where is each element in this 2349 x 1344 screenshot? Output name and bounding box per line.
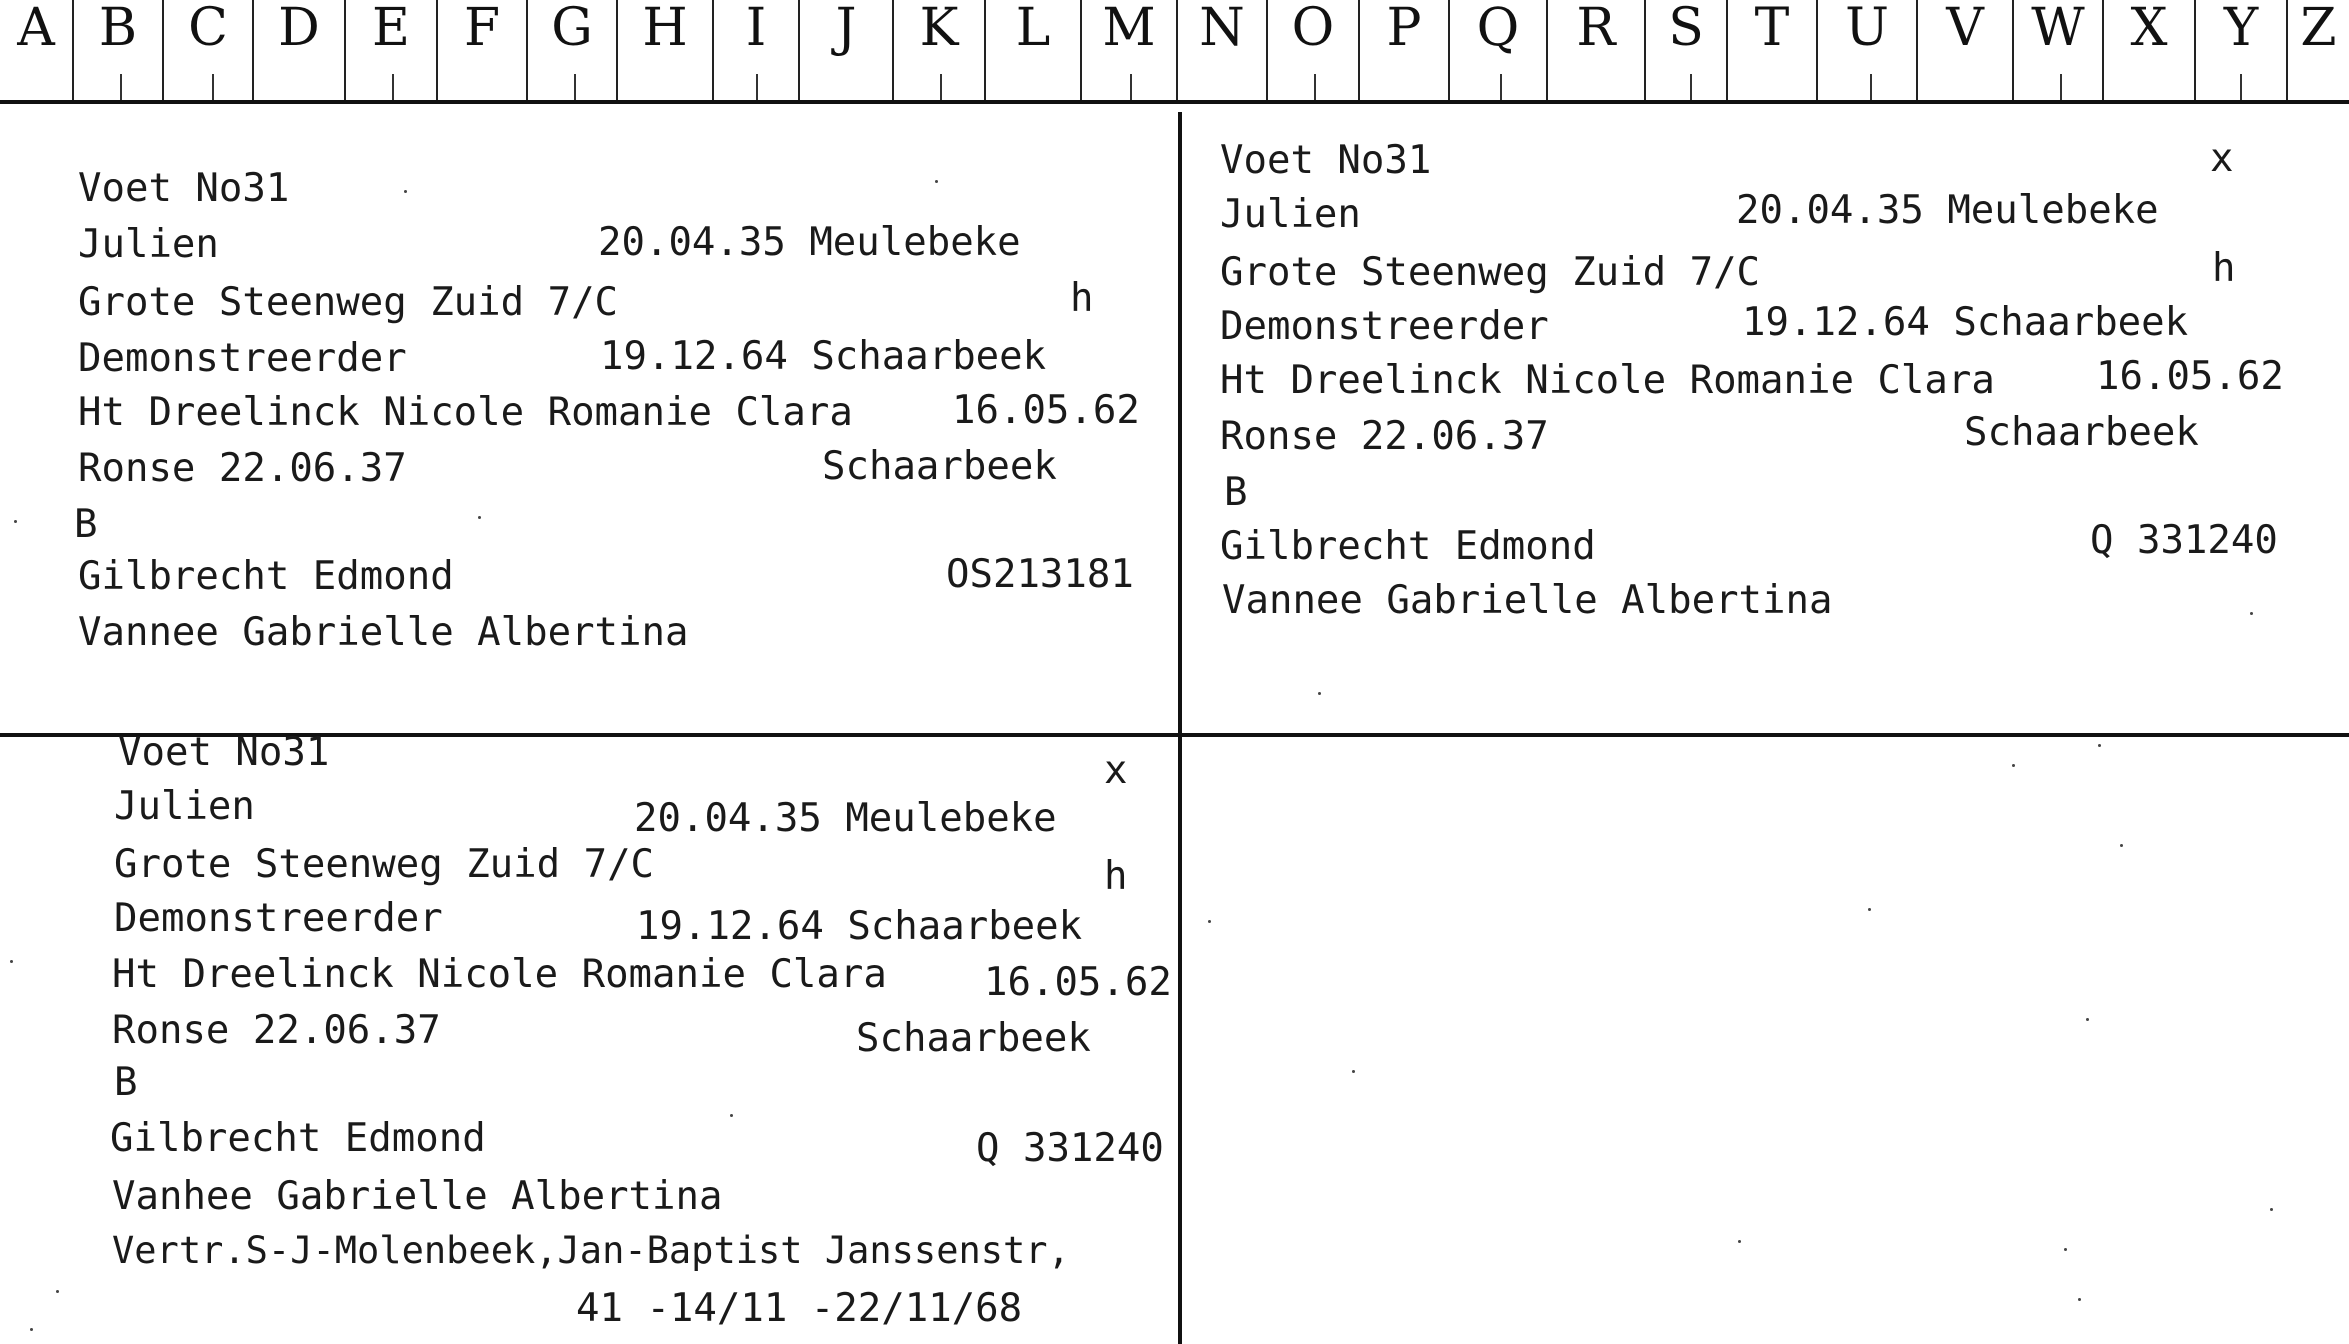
card-spouse-place: Schaarbeek [822,444,1057,489]
index-letter: A [17,0,55,58]
card-id-number: OS213181 [946,552,1134,597]
index-tab-h [618,0,714,100]
card-occupation-date: 19.12.64 Schaarbeek [600,334,1047,379]
index-letter: G [551,0,593,58]
card-mark-h: h [1070,276,1094,321]
card-removal: Vertr.S-J-Molenbeek,Jan-Baptist Janssenstr, [112,1229,1070,1272]
index-tab-f [438,0,528,100]
card-address: Grote Steenweg Zuid 7/C [78,280,619,325]
index-letter: C [188,0,228,58]
index-tab-t [1728,0,1818,100]
tick-mark [1130,74,1132,100]
scan-speck [404,190,407,193]
card-mark-b: B [1224,470,1248,515]
card-occupation: Demonstreerder [78,336,407,381]
scan-speck [30,1328,33,1331]
tick-mark [574,74,576,100]
index-letter: S [1668,0,1704,58]
index-letter: P [1386,0,1422,58]
card-id-number: Q 331240 [976,1126,1164,1171]
scan-speck [10,960,13,963]
index-letter: N [1199,0,1245,58]
index-tab-q [1450,0,1548,100]
scan-speck [2120,844,2123,847]
index-letter: X [2130,0,2168,58]
scan-speck [730,1114,733,1117]
card-name: Voet No31 [78,166,290,211]
card-name: Voet No31 [1220,138,1432,183]
card-mother: Vannee Gabrielle Albertina [78,610,689,655]
scan-speck [56,1290,59,1293]
scan-speck [2012,764,2015,767]
card-birth: 20.04.35 Meulebeke [634,796,1057,841]
card-spouse: Ht Dreelinck Nicole Romanie Clara [1220,358,1995,403]
card-spouse: Ht Dreelinck Nicole Romanie Clara [112,952,887,997]
card-spouse-place: Schaarbeek [856,1016,1091,1061]
index-tab-s [1646,0,1728,100]
card-mark-b: B [74,502,98,547]
scan-speck [2086,1018,2089,1021]
scan-speck [2098,744,2101,747]
index-letter: I [745,0,767,58]
index-tab-y [2196,0,2288,100]
index-letter: U [1845,0,1889,58]
card-occupation-date: 19.12.64 Schaarbeek [636,904,1083,949]
card-birth: 20.04.35 Meulebeke [598,220,1021,265]
tick-mark [120,74,122,100]
index-tab-x [2104,0,2196,100]
card-first-name: Julien [1220,192,1361,237]
index-tab-j [800,0,894,100]
index-tab-c [164,0,254,100]
tick-mark [2060,74,2062,100]
card-name: Voet No31 [118,730,330,775]
scan-speck [1738,1240,1741,1243]
card-mark-x: x [1104,748,1128,793]
card-occupation: Demonstreerder [114,896,443,941]
card-spouse-date: 16.05.62 [952,388,1140,433]
card-spouse-place: Schaarbeek [1964,410,2199,455]
card-spouse-birth: Ronse 22.06.37 [78,446,407,491]
card-mark-b: B [114,1060,138,1105]
card-occupation: Demonstreerder [1220,304,1549,349]
index-tab-p [1360,0,1450,100]
index-tab-d [254,0,346,100]
card-removal-dates: 41 -14/11 -22/11/68 [576,1286,1023,1331]
index-tab-u [1818,0,1918,100]
index-letter: Q [1476,0,1520,58]
scan-speck [1208,920,1211,923]
card-divider-vertical [1178,112,1182,1344]
card-spouse-birth: Ronse 22.06.37 [1220,414,1549,459]
index-tab-r [1548,0,1646,100]
index-tab-z [2288,0,2349,100]
scan-speck [478,516,481,519]
index-letter: V [1946,0,1984,58]
index-tab-g [528,0,618,100]
card-spouse-date: 16.05.62 [2096,354,2284,399]
index-letter: T [1754,0,1790,58]
card-mother: Vanhee Gabrielle Albertina [112,1174,723,1219]
card-father: Gilbrecht Edmond [110,1116,486,1161]
index-tab-bar [0,0,2349,104]
scan-speck [1868,908,1871,911]
card-father: Gilbrecht Edmond [78,554,454,599]
scan-speck [2078,1298,2081,1301]
index-letter: L [1015,0,1051,58]
index-tab-a [0,0,74,100]
tick-mark [1314,74,1316,100]
index-letter: Y [2223,0,2259,58]
card-address: Grote Steenweg Zuid 7/C [114,842,655,887]
index-letter: O [1291,0,1335,58]
card-mark-x: x [2210,136,2234,181]
index-letter: B [98,0,138,58]
tick-mark [212,74,214,100]
card-spouse: Ht Dreelinck Nicole Romanie Clara [78,390,853,435]
scan-speck [2270,1208,2273,1211]
index-letter: D [278,0,320,58]
card-spouse-date: 16.05.62 [984,960,1172,1005]
index-letter: Z [2300,0,2337,58]
card-occupation-date: 19.12.64 Schaarbeek [1742,300,2189,345]
tick-mark [1500,74,1502,100]
index-tab-w [2014,0,2104,100]
tick-mark [1870,74,1872,100]
card-father: Gilbrecht Edmond [1220,524,1596,569]
scan-speck [1352,1070,1355,1073]
card-mark-h: h [1104,854,1128,899]
card-mark-h: h [2212,246,2236,291]
scan-speck [935,180,938,183]
card-id-number: Q 331240 [2090,518,2278,563]
index-letter: R [1576,0,1616,58]
card-divider-horizontal-right [1182,733,2349,737]
index-letter: F [463,0,501,58]
tick-mark [756,74,758,100]
card-first-name: Julien [114,784,255,829]
scan-speck [14,520,17,523]
scan-speck [2250,612,2253,615]
index-letter: H [642,0,688,58]
index-letter: K [919,0,959,58]
index-tab-v [1918,0,2014,100]
tick-mark [392,74,394,100]
card-address: Grote Steenweg Zuid 7/C [1220,250,1761,295]
tick-mark [940,74,942,100]
card-birth: 20.04.35 Meulebeke [1736,188,2159,233]
tick-mark [1690,74,1692,100]
card-first-name: Julien [78,222,219,267]
tick-mark [2240,74,2242,100]
index-tab-n [1178,0,1268,100]
card-spouse-birth: Ronse 22.06.37 [112,1008,441,1053]
index-tab-b [74,0,164,100]
card-mother: Vannee Gabrielle Albertina [1222,578,1833,623]
index-letter: J [835,0,857,58]
index-tab-l [986,0,1082,100]
scan-speck [2064,1248,2067,1251]
index-letter: M [1102,0,1156,58]
index-letter: E [372,0,410,58]
index-letter: W [2031,0,2085,58]
scan-speck [1318,692,1321,695]
